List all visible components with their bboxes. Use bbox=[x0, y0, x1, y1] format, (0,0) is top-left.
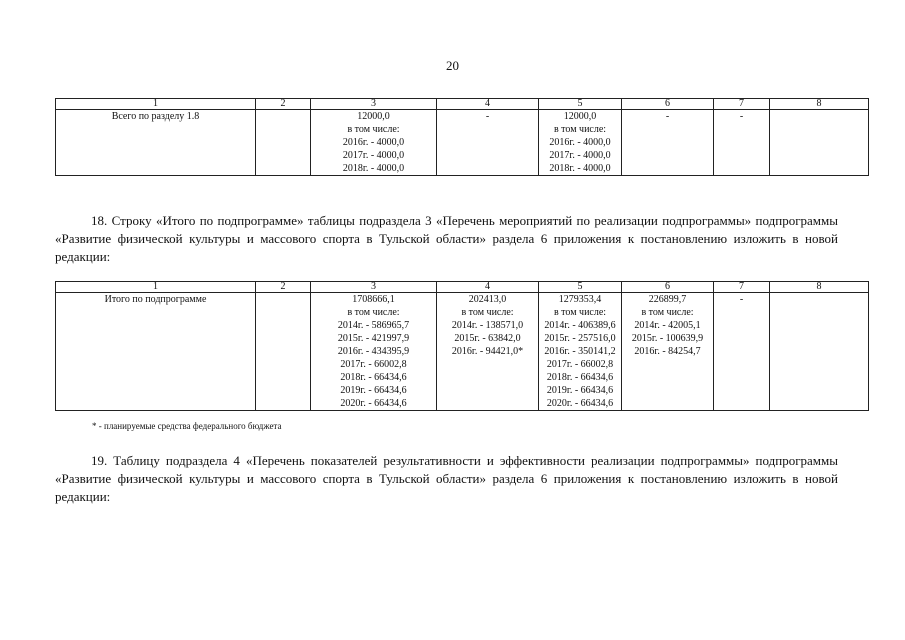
table-cell bbox=[714, 293, 770, 411]
column-header: 1 bbox=[56, 99, 256, 110]
table-cell bbox=[311, 110, 437, 176]
cell-line: 2019г. - 66434,6 bbox=[340, 385, 407, 396]
cell-line: 2018г. - 66434,6 bbox=[546, 372, 614, 383]
cell-line: 2017г. - 66002,8 bbox=[546, 359, 614, 370]
cell-line: 2016г. - 94421,0* bbox=[451, 346, 524, 357]
column-header: 6 bbox=[622, 99, 714, 110]
table-cell bbox=[256, 110, 311, 176]
cell-line: 2016г. - 434395,9 bbox=[337, 346, 410, 357]
cell-line: 2014г. - 138571,0 bbox=[451, 320, 524, 331]
cell-line: 2015г. - 421997,9 bbox=[337, 333, 410, 344]
table-section-1-8-total bbox=[55, 98, 869, 176]
cell-line: 2017г. - 66002,8 bbox=[340, 359, 407, 370]
table-cell bbox=[256, 293, 311, 411]
column-header: 1 bbox=[56, 282, 256, 293]
cell-line: 12000,0 bbox=[357, 111, 390, 122]
column-header: 2 bbox=[256, 99, 311, 110]
table-cell bbox=[770, 293, 869, 411]
cell-line: - bbox=[739, 294, 744, 305]
row-label: Итого по подпрограмме bbox=[56, 293, 256, 411]
cell-line: 2018г. - 4000,0 bbox=[342, 163, 405, 174]
column-header: 7 bbox=[714, 99, 770, 110]
column-header: 5 bbox=[539, 99, 622, 110]
cell-line: 2019г. - 66434,6 bbox=[546, 385, 614, 396]
column-header: 3 bbox=[311, 99, 437, 110]
table-cell bbox=[622, 293, 714, 411]
table-cell bbox=[311, 293, 437, 411]
column-header: 4 bbox=[437, 282, 539, 293]
column-header: 4 bbox=[437, 99, 539, 110]
table-row bbox=[56, 110, 869, 176]
table-subprogram-total bbox=[55, 281, 869, 411]
table-row bbox=[56, 293, 869, 411]
table-cell bbox=[539, 110, 622, 176]
table-cell bbox=[437, 110, 539, 176]
cell-line: 12000,0 bbox=[563, 111, 597, 122]
row-label: Всего по разделу 1.8 bbox=[56, 110, 256, 176]
column-header: 3 bbox=[311, 282, 437, 293]
cell-line: 2016г. - 84254,7 bbox=[634, 346, 701, 357]
cell-line: 1708666,1 bbox=[352, 294, 395, 305]
column-header: 8 bbox=[770, 99, 869, 110]
cell-line: в том числе: bbox=[347, 307, 400, 318]
table-header-row bbox=[56, 99, 869, 110]
column-header: 7 bbox=[714, 282, 770, 293]
cell-line: 2018г. - 66434,6 bbox=[340, 372, 407, 383]
table-cell bbox=[437, 293, 539, 411]
cell-line: в том числе: bbox=[347, 124, 400, 135]
table-cell bbox=[770, 110, 869, 176]
paragraph-19 bbox=[55, 452, 838, 506]
cell-line: 2017г. - 4000,0 bbox=[342, 150, 405, 161]
cell-line: 1279353,4 bbox=[558, 294, 602, 305]
cell-line: - bbox=[739, 111, 744, 122]
table-cell bbox=[622, 110, 714, 176]
cell-line: 2016г. - 4000,0 bbox=[549, 137, 611, 148]
cell-line: 2014г. - 406389,6 bbox=[544, 320, 616, 331]
cell-line: 2018г. - 4000,0 bbox=[549, 163, 611, 174]
cell-line: в том числе: bbox=[461, 307, 514, 318]
column-header: 6 bbox=[622, 282, 714, 293]
cell-line: 2015г. - 257516,0 bbox=[544, 333, 616, 344]
cell-line: в том числе: bbox=[553, 124, 607, 135]
cell-line: 2020г. - 66434,6 bbox=[546, 398, 614, 409]
cell-line: в том числе: bbox=[553, 307, 607, 318]
cell-line: 2014г. - 42005,1 bbox=[634, 320, 701, 331]
cell-line: 2020г. - 66434,6 bbox=[340, 398, 407, 409]
cell-line: 2016г. - 4000,0 bbox=[342, 137, 405, 148]
footnote: * - планируемые средства федерального бюджета bbox=[92, 421, 282, 431]
cell-line: - bbox=[485, 111, 490, 122]
cell-line: 202413,0 bbox=[468, 294, 507, 305]
paragraph-18 bbox=[55, 212, 838, 266]
cell-line: 2017г. - 4000,0 bbox=[549, 150, 611, 161]
table-cell bbox=[714, 110, 770, 176]
table-cell bbox=[539, 293, 622, 411]
page-number: 20 bbox=[446, 58, 459, 73]
cell-line: 2015г. - 100639,9 bbox=[631, 333, 704, 344]
cell-line: 2014г. - 586965,7 bbox=[337, 320, 410, 331]
cell-line: - bbox=[665, 111, 670, 122]
column-header: 8 bbox=[770, 282, 869, 293]
paragraph-19-text: 19. Таблицу подраздела 4 «Перечень показателей результативности и эффективности реализации подпрограммы» подпрограммы «Развитие физической культуры и массового спорта в Тульской области» раздела 6 приложения к постановлению изложить в новой редакции: bbox=[55, 453, 838, 504]
column-header: 5 bbox=[539, 282, 622, 293]
cell-line: 2016г. - 350141,2 bbox=[544, 346, 616, 357]
cell-line: в том числе: bbox=[641, 307, 694, 318]
paragraph-18-text: 18. Строку «Итого по подпрограмме» таблицы подраздела 3 «Перечень мероприятий по реализации подпрограммы» подпрограммы «Развитие физической культуры и массового спорта в Тульской области» раздела 6 приложения к постановлению изложить в новой редакции: bbox=[55, 213, 838, 264]
cell-line: 226899,7 bbox=[648, 294, 687, 305]
column-header: 2 bbox=[256, 282, 311, 293]
table-header-row bbox=[56, 282, 869, 293]
cell-line: 2015г. - 63842,0 bbox=[454, 333, 521, 344]
